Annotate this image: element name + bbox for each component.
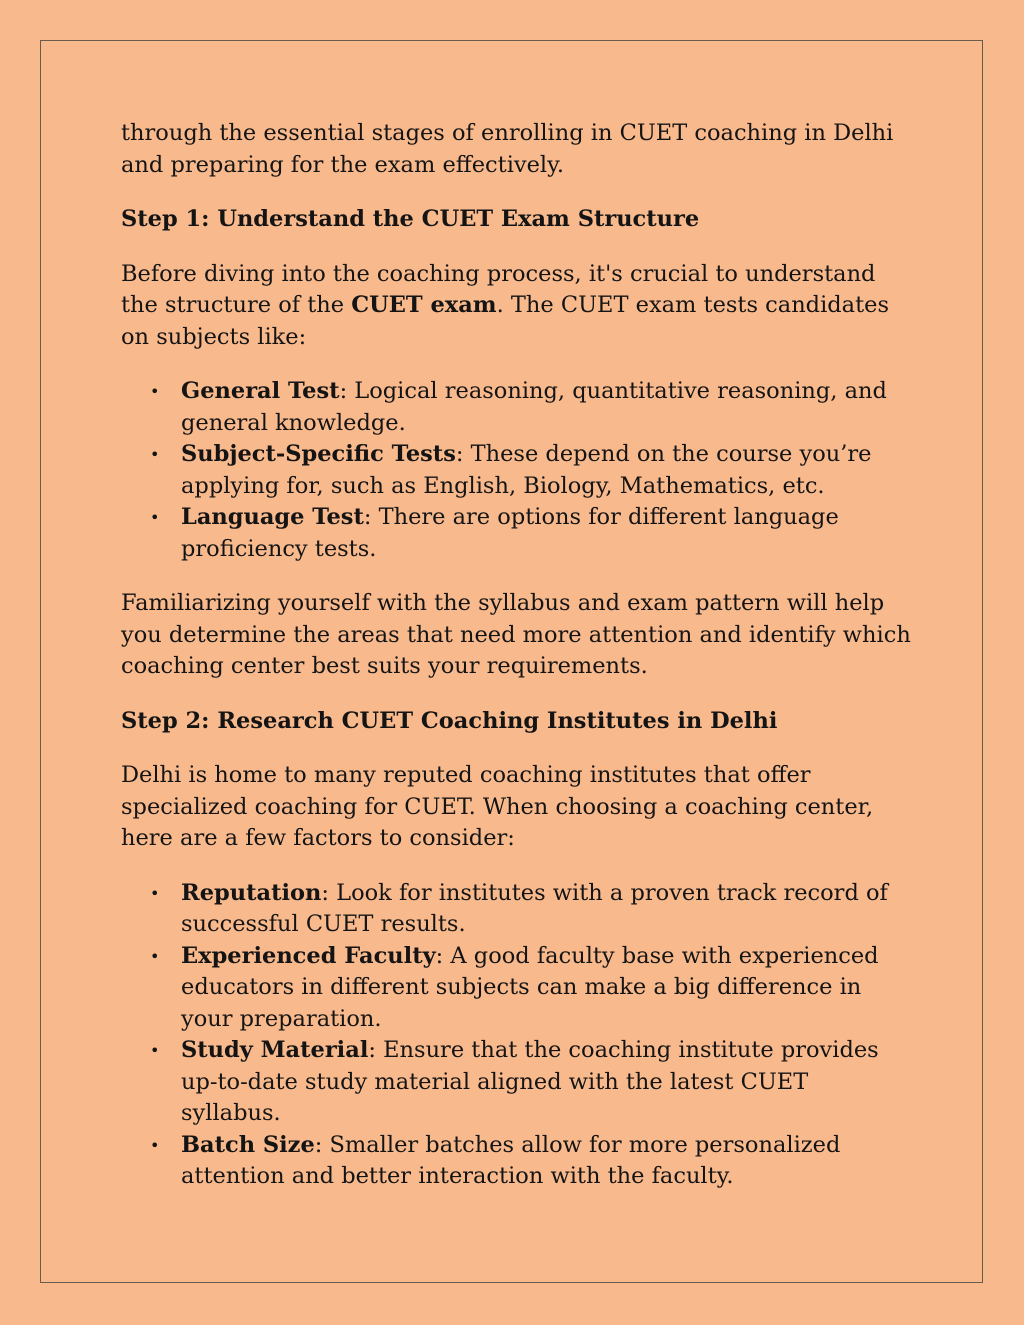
bullet-icon: •	[150, 382, 160, 401]
step1-paragraph-bold: CUET exam	[351, 292, 497, 318]
list-item-desc: : These depend on the course you’re applying for, such as English, Biology, Mathematics, etc.	[181, 441, 872, 499]
step1-closing-paragraph: Familiarizing yourself with the syllabus and exam pattern will help you determine the areas that need more attention and identify which coaching center best suits your requirements.	[121, 590, 911, 679]
list-item-term: Study Material	[181, 1037, 369, 1063]
bullet-icon: •	[150, 883, 160, 903]
list-item-term: Language Test	[181, 504, 364, 530]
list-item-term: Batch Size	[181, 1131, 315, 1158]
bullet-icon: •	[150, 1135, 160, 1155]
step1-heading: Step 1: Understand the CUET Exam Structure	[121, 206, 700, 232]
list-item-term: Subject-Specific Tests	[181, 441, 456, 467]
step1-subject-list	[121, 376, 911, 565]
step2-paragraph: Delhi is home to many reputed coaching institutes that offer specialized coaching for CUET. When choosing a coaching center, here are a few factors to consider:	[121, 762, 874, 851]
list-item-desc: : Smaller batches allow for more personalized attention and better interaction with the faculty.	[181, 1131, 841, 1189]
list-item	[121, 1130, 911, 1193]
bullet-icon: •	[150, 946, 160, 966]
list-item-desc: : Ensure that the coaching institute provides up-to-date study material aligned with the latest CUET syllabus.	[181, 1037, 879, 1126]
list-item	[121, 1035, 911, 1130]
list-item	[121, 502, 911, 565]
step1-paragraph-text-1: Before diving into the coaching process, it's crucial to understand the structure of the	[121, 260, 876, 318]
list-item	[121, 439, 911, 502]
list-item	[121, 878, 911, 941]
intro-paragraph: through the essential stages of enrolling in CUET coaching in Delhi and preparing for the exam effectively.	[121, 120, 894, 178]
list-item-term: General Test	[181, 378, 340, 404]
list-item-desc: : Look for institutes with a proven track record of successful CUET results.	[181, 879, 888, 937]
list-item-term: Reputation	[181, 879, 322, 906]
bullet-icon: •	[150, 445, 160, 464]
bullet-icon: •	[150, 1041, 160, 1060]
list-item	[121, 941, 911, 1036]
list-item-term: Experienced Faculty	[181, 942, 436, 969]
list-item-desc: : There are options for different language proficiency tests.	[181, 504, 839, 562]
step1-paragraph-text-2: . The CUET exam tests candidates on subjects like:	[121, 292, 890, 350]
list-item-desc: : Logical reasoning, quantitative reasoning, and general knowledge.	[181, 378, 887, 436]
list-item-desc: : A good faculty base with experienced educators in different subjects can make a big difference in your preparation.	[181, 942, 879, 1032]
document-body	[121, 118, 911, 1216]
step2-factor-list	[121, 878, 911, 1193]
bullet-icon: •	[150, 508, 160, 527]
step2-heading: Step 2: Research CUET Coaching Institutes in Delhi	[121, 707, 778, 734]
step1-paragraph	[121, 259, 911, 354]
list-item	[121, 376, 911, 439]
